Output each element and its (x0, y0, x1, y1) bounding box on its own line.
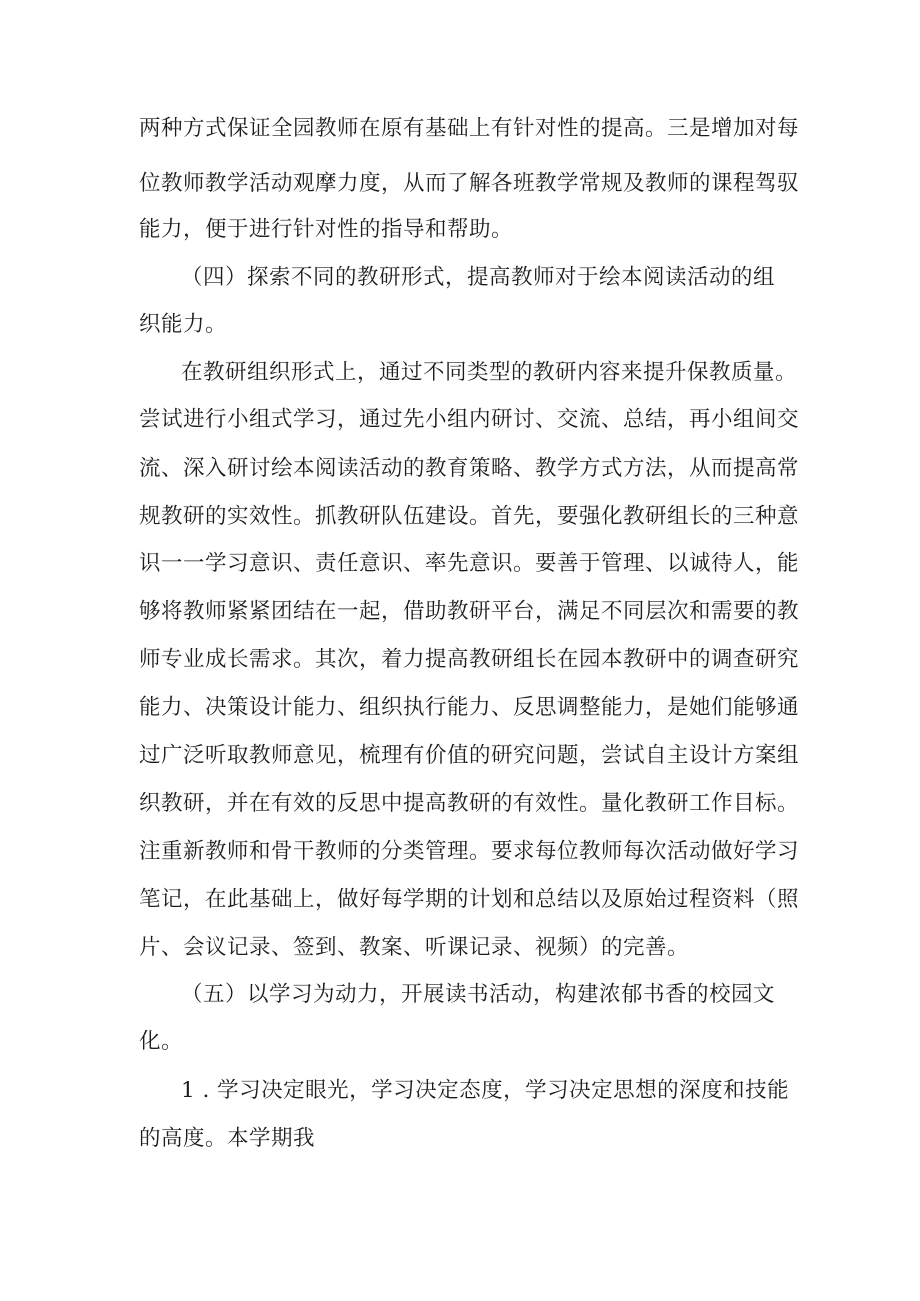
section-heading-4: （四）探索不同的教研形式，提高教师对于绘本阅读活动的组 (181, 265, 776, 290)
text-line: 能力，便于进行针对性的指导和帮助。 (139, 217, 514, 242)
text-line: 流、深入研讨绘本阅读活动的教育策略、教学方式方法，从而提高常 (139, 456, 800, 481)
section-heading-5: （五）以学习为动力，开展读书活动，构建浓郁书香的校园文 (181, 982, 776, 1007)
text-line: 片、会议记录、签到、教案、听课记录、视频）的完善。 (139, 935, 690, 960)
text-line: 识一一学习意识、责任意识、率先意识。要善于管理、以诚待人，能 (139, 551, 800, 576)
text-line: 笔记，在此基础上，做好每学期的计划和总结以及原始过程资料（照 (139, 887, 800, 912)
text-line: 过广泛听取教师意见，梳理有价值的研究问题，尝试自主设计方案组 (139, 743, 800, 768)
text-line: 注重新教师和骨干教师的分类管理。要求每位教师每次活动做好学习 (139, 839, 800, 864)
text-line: 两种方式保证全园教师在原有基础上有针对性的提高。三是增加对每 (139, 116, 800, 141)
text-line: 尝试进行小组式学习，通过先小组内研讨、交流、总结，再小组间交 (139, 407, 800, 432)
section-heading-4-cont: 织能力。 (139, 312, 228, 337)
numbered-item-1-cont: 的高度。本学期我 (139, 1126, 316, 1151)
text-line: 够将教师紧紧团结在一起，借助教研平台，满足不同层次和需要的教 (139, 599, 800, 624)
text-line: 能力、决策设计能力、组织执行能力、反思调整能力，是她们能够通 (139, 695, 800, 720)
text-line: 位教师教学活动观摩力度，从而了解各班教学常规及教师的课程驾驭 (139, 171, 800, 196)
text-line: 规教研的实效性。抓教研队伍建设。首先，要强化教研组长的三种意 (139, 504, 800, 529)
section-heading-5-cont: 化。 (139, 1029, 184, 1054)
text-line: 织教研，并在有效的反思中提高教研的有效性。量化教研工作目标。 (139, 791, 800, 816)
paragraph-start: 在教研组织形式上，通过不同类型的教研内容来提升保教质量。 (181, 360, 798, 385)
numbered-item-1: 1 . 学习决定眼光，学习决定态度，学习决定思想的深度和技能 (181, 1078, 790, 1103)
text-line: 师专业成长需求。其次，着力提高教研组长在园本教研中的调查研究 (139, 647, 800, 672)
